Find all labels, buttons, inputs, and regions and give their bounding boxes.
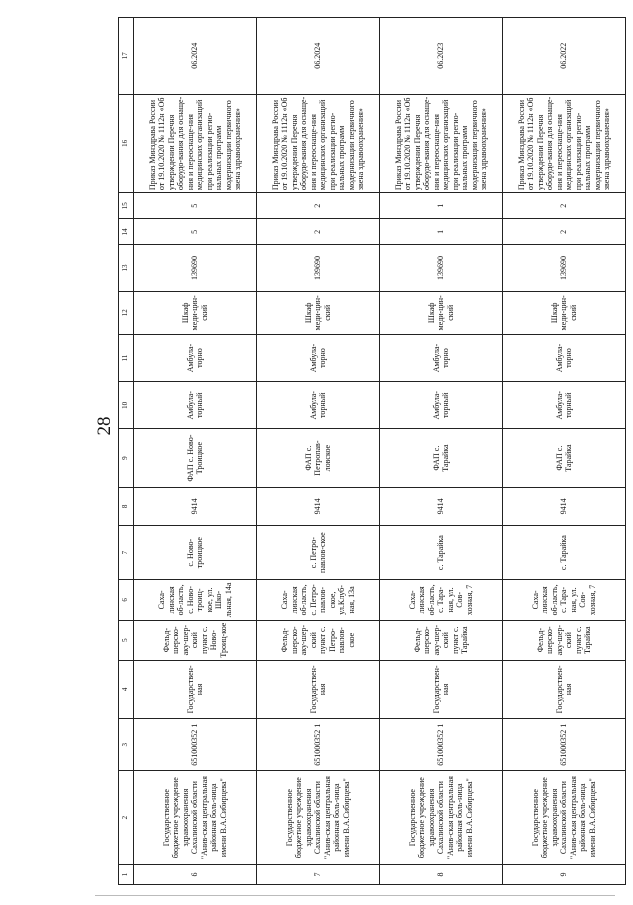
delivery-date: 06.2024 xyxy=(257,18,380,95)
ownership-form: Государствен-ная xyxy=(503,660,626,718)
row-number: 7 xyxy=(257,864,380,884)
row-number: 9 xyxy=(503,864,626,884)
population: 9414 xyxy=(380,487,503,525)
population: 9414 xyxy=(503,487,626,525)
col-header: 16 xyxy=(119,94,134,193)
quantity: 2 xyxy=(257,219,380,245)
equipment-code: 139690 xyxy=(380,245,503,291)
quantity: 5 xyxy=(134,219,257,245)
table-row xyxy=(503,18,626,885)
care-form: Амбула-торно xyxy=(257,334,380,381)
delivery-date: 06.2024 xyxy=(134,18,257,95)
table-row xyxy=(134,18,257,885)
care-type: Амбула-торный xyxy=(134,382,257,429)
equipment-name: Шкаф меди-цин-ский xyxy=(134,291,257,334)
col-header: 13 xyxy=(119,245,134,291)
regulation-document: Приказ Минздрава России от 19.10.2020 № 1112н «Об утверждении Перечня оборудо-вания для оснаще-ния и переоснаще-ния медицинских организаций при реализации регио-нальных программ модернизации первичного звена здравоохранения» xyxy=(380,94,503,193)
quantity: 2 xyxy=(503,219,626,245)
care-type: Амбула-торный xyxy=(503,382,626,429)
col-header: 14 xyxy=(119,219,134,245)
ownership-form: Государствен-ная xyxy=(134,660,257,718)
equipment-name: Шкаф меди-цин-ский xyxy=(257,291,380,334)
col-header: 17 xyxy=(119,18,134,95)
col-header: 4 xyxy=(119,660,134,718)
col-header: 3 xyxy=(119,719,134,771)
rotated-table-container xyxy=(118,17,623,885)
structural-unit: Фельд-шерско-аку-шер-ский пункт с. Тарайка xyxy=(380,620,503,660)
care-type: Амбула-торный xyxy=(380,382,503,429)
ogrn-code: 651000352 1 xyxy=(257,719,380,771)
scan-edge-line xyxy=(95,895,615,896)
quantity-total: 2 xyxy=(257,193,380,219)
settlement: с. Ново-троицкое xyxy=(134,525,257,579)
col-header: 12 xyxy=(119,291,134,334)
ogrn-code: 651000352 1 xyxy=(134,719,257,771)
table-row xyxy=(380,18,503,885)
equipment-code: 139690 xyxy=(503,245,626,291)
structural-unit: Фельд-шерско-аку-шер-ский пункт с. Ново-Троиц-кое xyxy=(134,620,257,660)
col-header: 10 xyxy=(119,382,134,429)
equipment-name: Шкаф меди-цин-ский xyxy=(503,291,626,334)
unit-address: Саха-линская об-ласть, с. Петро-павлов-ское, ул.Клуб-ная, 13а xyxy=(257,580,380,620)
quantity-total: 2 xyxy=(503,193,626,219)
quantity-total: 5 xyxy=(134,193,257,219)
table-row xyxy=(257,18,380,885)
settlement: с. Тарайка xyxy=(380,525,503,579)
equipment-name: Шкаф меди-цин-ский xyxy=(380,291,503,334)
delivery-date: 06.2023 xyxy=(380,18,503,95)
delivery-date: 06.2022 xyxy=(503,18,626,95)
organization-name: Государственное бюджетное учреждение здравоохранения Сахалинской области "Анив-ская центральная районная боль-ница имени В.А.Сибирцева" xyxy=(503,771,626,865)
facility-name: ФАП с. Тарайка xyxy=(380,429,503,487)
population: 9414 xyxy=(134,487,257,525)
ogrn-code: 651000352 1 xyxy=(503,719,626,771)
facility-name: ФАП с. Тарайка xyxy=(503,429,626,487)
structural-unit: Фельд-шерско-аку-шер-ский пункт с. Петро-павлов-ское xyxy=(257,620,380,660)
col-header: 9 xyxy=(119,429,134,487)
equipment-table xyxy=(118,17,626,885)
col-header: 7 xyxy=(119,525,134,579)
facility-name: ФАП с. Петропав-ловское xyxy=(257,429,380,487)
population: 9414 xyxy=(257,487,380,525)
quantity: 1 xyxy=(380,219,503,245)
organization-name: Государственное бюджетное учреждение здравоохранения Сахалинской области "Анив-ская центральная районная боль-ница имени В.А.Сибирцева" xyxy=(380,771,503,865)
unit-address: Саха-линская об-ласть, с. Тара-ная, ул. Сов-хозная, 7 xyxy=(380,580,503,620)
col-header: 6 xyxy=(119,580,134,620)
care-form: Амбула-торно xyxy=(503,334,626,381)
col-header: 11 xyxy=(119,334,134,381)
quantity-total: 1 xyxy=(380,193,503,219)
regulation-document: Приказ Минздрава России от 19.10.2020 № 1112н «Об утверждении Перечня оборудо-вания для оснаще-ния и переоснаще-ния медицинских организаций при реализации регио-нальных программ модернизации первичного звена здравоохранения» xyxy=(257,94,380,193)
settlement: с. Тарайка xyxy=(503,525,626,579)
ownership-form: Государствен-ная xyxy=(380,660,503,718)
settlement: с. Петро-павлов-ское xyxy=(257,525,380,579)
col-header: 5 xyxy=(119,620,134,660)
structural-unit: Фельд-шерско-аку-шер-ский пункт с. Тарайка xyxy=(503,620,626,660)
equipment-code: 139690 xyxy=(134,245,257,291)
page-number: 28 xyxy=(94,416,115,436)
care-form: Амбула-торно xyxy=(380,334,503,381)
unit-address: Саха-линская об-ласть, с. Тара-ная, ул. Сов-хозная, 7 xyxy=(503,580,626,620)
unit-address: Саха-линская об-ласть, с. Ново-троиц-кое, ул. Шко-льная, 14а xyxy=(134,580,257,620)
row-number: 8 xyxy=(380,864,503,884)
ownership-form: Государствен-ная xyxy=(257,660,380,718)
regulation-document: Приказ Минздрава России от 19.10.2020 № 1112н «Об утверждении Перечня оборудо-вания для оснаще-ния и переоснаще-ния медицинских организаций при реализации регио-нальных программ модернизации первичного звена здравоохранения» xyxy=(503,94,626,193)
facility-name: ФАП с. Ново-Троицкое xyxy=(134,429,257,487)
regulation-document: Приказ Минздрава России от 19.10.2020 № 1112н «Об утверждении Перечня оборудо-вания для оснаще-ния и переоснаще-ния медицинских организаций при реализации регио-нальных программ модернизации первичного звена здравоохранения» xyxy=(134,94,257,193)
col-header: 2 xyxy=(119,771,134,865)
equipment-code: 139690 xyxy=(257,245,380,291)
col-header: 8 xyxy=(119,487,134,525)
care-type: Амбула-торный xyxy=(257,382,380,429)
ogrn-code: 651000352 1 xyxy=(380,719,503,771)
col-header: 15 xyxy=(119,193,134,219)
care-form: Амбула-торно xyxy=(134,334,257,381)
column-number-row xyxy=(119,18,134,885)
col-header: 1 xyxy=(119,864,134,884)
organization-name: Государственное бюджетное учреждение здравоохранения Сахалинской области "Анив-ская центральная районная боль-ница имени В.А.Сибирцева" xyxy=(134,771,257,865)
organization-name: Государственное бюджетное учреждение здравоохранения Сахалинской области "Анив-ская центральная районная боль-ница имени В.А.Сибирцева" xyxy=(257,771,380,865)
row-number: 6 xyxy=(134,864,257,884)
